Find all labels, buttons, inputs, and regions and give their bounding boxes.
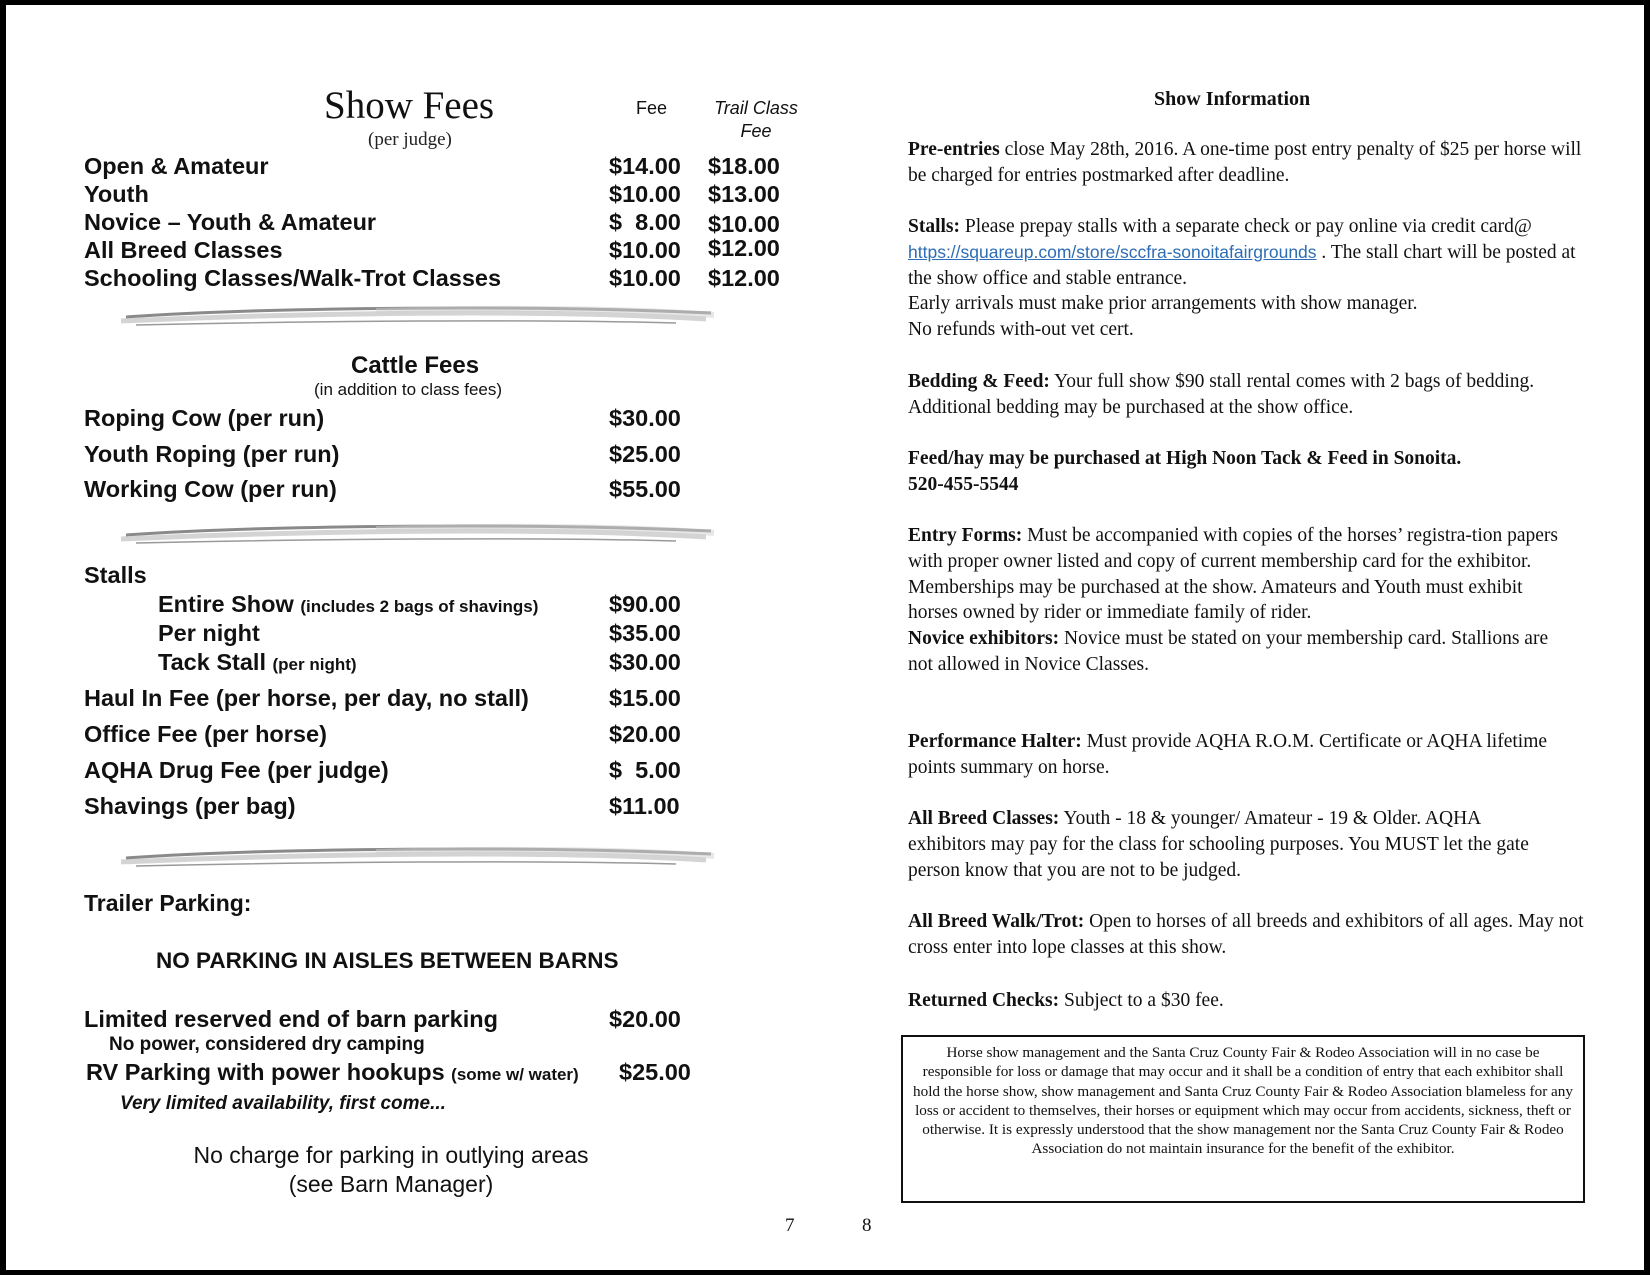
all-breed-classes-paragraph: [908, 806, 1558, 883]
returned-checks-text: Subject to a $30 fee.: [1059, 990, 1224, 1011]
fee-row-label: Novice – Youth & Amateur: [84, 209, 377, 235]
performance-halter-paragraph: [908, 729, 1548, 781]
stall-entire-label: Entire Show: [158, 591, 294, 617]
all-breed-classes-text: Youth - 18 & younger/ Amateur - 19 & Older. AQHA exhibitors may pay for the class for schooling purposes. You MUST let the gate person know that you are not to be judged.: [908, 808, 1529, 881]
feed-line: Feed/hay may be purchased at High Noon Tack & Feed in Sonoita.: [908, 448, 1462, 469]
pre-entries-paragraph: [908, 137, 1588, 189]
bedding-paragraph: [908, 369, 1588, 421]
early-arrivals-text: Early arrivals must make prior arrangements with show manager.: [908, 293, 1418, 315]
stalls-paragraph: [908, 214, 1588, 343]
stalls-heading: Stalls:: [908, 216, 961, 237]
bedding-text: Your full show $90 stall rental comes with 2 bags of bedding. Additional bedding may be purchased at the show office.: [908, 371, 1535, 418]
entry-forms-text: Must be accompanied with copies of the horses’ registra-tion papers with proper owner listed and copy of current membership card for the exhibitor. Memberships may be purchased at the show. Amateurs and Youth must exhibit horses owned by rider or immediate family of rider.: [908, 525, 1559, 624]
cattle-row-label: Roping Cow (per run): [84, 405, 325, 431]
stall-per-night-label: Per night: [158, 620, 260, 646]
stalls-text: Please prepay stalls with a separate check or pay online via credit card@: [960, 216, 1532, 237]
cattle-fees-title: Cattle Fees: [351, 352, 480, 379]
feed-paragraph: [908, 446, 1588, 498]
fee-column-header: Fee: [636, 98, 668, 118]
stall-tack: [158, 649, 357, 676]
all-breed-classes-heading: All Breed Classes:: [908, 808, 1060, 829]
feed-phone: 520-455-5544: [908, 473, 1019, 495]
reserved-parking-fee: $20.00: [609, 1006, 681, 1032]
no-refunds-text: No refunds with-out vet cert.: [908, 319, 1134, 341]
performance-halter-heading: Performance Halter:: [908, 731, 1082, 752]
walk-trot-heading: All Breed Walk/Trot:: [908, 911, 1085, 932]
entry-forms-heading: Entry Forms:: [908, 525, 1023, 546]
fee-row-trail: $12.00: [708, 265, 780, 291]
other-fee-label: Shavings (per bag): [84, 793, 296, 819]
fee-row-fee: $10.00: [609, 181, 681, 207]
other-fee-amount: $15.00: [609, 685, 681, 711]
novice-heading: Novice exhibitors:: [908, 628, 1060, 650]
other-fee-label: AQHA Drug Fee (per judge): [84, 757, 389, 783]
novice-text: Novice must be stated on your membership card. Stallions are not allowed in Novice Classes.: [908, 628, 1549, 675]
returned-checks-heading: Returned Checks:: [908, 990, 1060, 1011]
rv-parking-fee: $25.00: [619, 1059, 691, 1085]
cattle-row-fee: $55.00: [609, 476, 681, 502]
cattle-row-fee: $30.00: [609, 405, 681, 431]
stall-payment-link[interactable]: https://squareup.com/store/sccfra-sonoitafairgrounds: [908, 241, 1317, 262]
other-fee-amount: $ 5.00: [609, 757, 681, 783]
rv-parking-note: (some w/ water): [451, 1065, 579, 1084]
rv-availability-note: Very limited availability, first come...: [120, 1093, 446, 1114]
no-parking-warning: NO PARKING IN AISLES BETWEEN BARNS: [156, 948, 619, 973]
liability-disclaimer: Horse show management and the Santa Cruz County Fair & Rodeo Association will in no case be responsible for loss or damage that may occur and it shall be a condition of entry that each exhibitor shall hold the horse show, show management and Santa Cruz County Fair & Rodeo Association blameless for any loss or accident to themselves, their horses or equipment which may occur from accidents, sickness, theft or otherwise. It is expressly understood that the show management nor the Santa Cruz County Fair & Rodeo Association do not maintain insurance for the benefit of the exhibitor.: [901, 1035, 1585, 1203]
show-information-title: Show Information: [1154, 88, 1311, 110]
fee-row-trail: $10.00: [708, 211, 780, 237]
pre-entries-heading: Pre-entries: [908, 139, 1000, 160]
stall-entire-fee: $90.00: [609, 591, 681, 617]
trail-fee-column-header: [706, 97, 806, 143]
cattle-row-label: Working Cow (per run): [84, 476, 337, 502]
trail-header-line1: Trail Class: [714, 98, 798, 118]
free-parking-note: [166, 1142, 616, 1198]
walk-trot-text: Open to horses of all breeds and exhibitors of all ages. May not cross enter into lope classes at this show.: [908, 911, 1584, 958]
fee-row-trail: $12.00: [708, 235, 780, 261]
walk-trot-paragraph: [908, 909, 1588, 961]
reserved-parking-label: Limited reserved end of barn parking: [84, 1006, 498, 1032]
stalls-text-cont: . The stall chart will be posted at the show office and stable entrance.: [908, 241, 1576, 289]
other-fee-amount: $11.00: [609, 793, 680, 819]
rv-parking-label: RV Parking with power hookups: [86, 1059, 445, 1085]
show-fees-subtitle: (per judge): [368, 129, 452, 150]
brush-divider: [116, 517, 716, 551]
cattle-row-label: Youth Roping (per run): [84, 441, 340, 467]
stall-tack-fee: $30.00: [609, 649, 681, 675]
other-fee-label: Haul In Fee (per horse, per day, no stall): [84, 685, 529, 711]
other-fee-label: Office Fee (per horse): [84, 721, 327, 747]
rv-parking: [86, 1059, 579, 1086]
page-number-left: 7: [785, 1215, 795, 1236]
free-parking-line2: (see Barn Manager): [288, 1171, 494, 1197]
stalls-title: Stalls: [84, 562, 147, 588]
bedding-heading: Bedding & Feed:: [908, 371, 1050, 392]
fee-row-label: Open & Amateur: [84, 153, 269, 179]
reserved-parking-note: No power, considered dry camping: [109, 1034, 425, 1055]
trailer-parking-title: Trailer Parking:: [84, 890, 252, 916]
fee-row-label: All Breed Classes: [84, 237, 283, 263]
cattle-fees-subtitle: (in addition to class fees): [314, 380, 503, 399]
fee-row-fee: $14.00: [609, 153, 681, 179]
brush-divider: [116, 299, 716, 333]
cattle-row-fee: $25.00: [609, 441, 681, 467]
stall-entire-note: (includes 2 bags of shavings): [300, 597, 539, 616]
fee-row-trail: $18.00: [708, 153, 780, 179]
stall-tack-note: (per night): [272, 655, 357, 674]
stall-entire-show: [158, 591, 538, 618]
fee-row-label: Youth: [84, 181, 149, 207]
returned-checks-paragraph: [908, 988, 1588, 1014]
fee-row-fee: $10.00: [609, 265, 681, 291]
pre-entries-text: close May 28th, 2016. A one-time post entry penalty of $25 per horse will be charged for entries postmarked after deadline.: [908, 139, 1582, 186]
fee-row-label: Schooling Classes/Walk-Trot Classes: [84, 265, 502, 291]
free-parking-line1: No charge for parking in outlying areas: [193, 1142, 589, 1168]
stall-tack-label: Tack Stall: [158, 649, 266, 675]
brush-divider: [116, 840, 716, 874]
performance-halter-text: Must provide AQHA R.O.M. Certificate or AQHA lifetime points summary on horse.: [908, 731, 1548, 778]
trail-header-line2: Fee: [740, 121, 772, 141]
other-fee-amount: $20.00: [609, 721, 681, 747]
fee-row-fee: $ 8.00: [609, 209, 681, 235]
stall-per-night-fee: $35.00: [609, 620, 681, 646]
entry-forms-paragraph: [908, 523, 1576, 678]
fee-row-fee: $10.00: [609, 237, 681, 263]
page-number-right: 8: [862, 1215, 872, 1236]
show-fees-title: Show Fees: [324, 84, 495, 127]
brochure-spread: [6, 5, 1644, 1270]
fee-row-trail: $13.00: [708, 181, 780, 207]
